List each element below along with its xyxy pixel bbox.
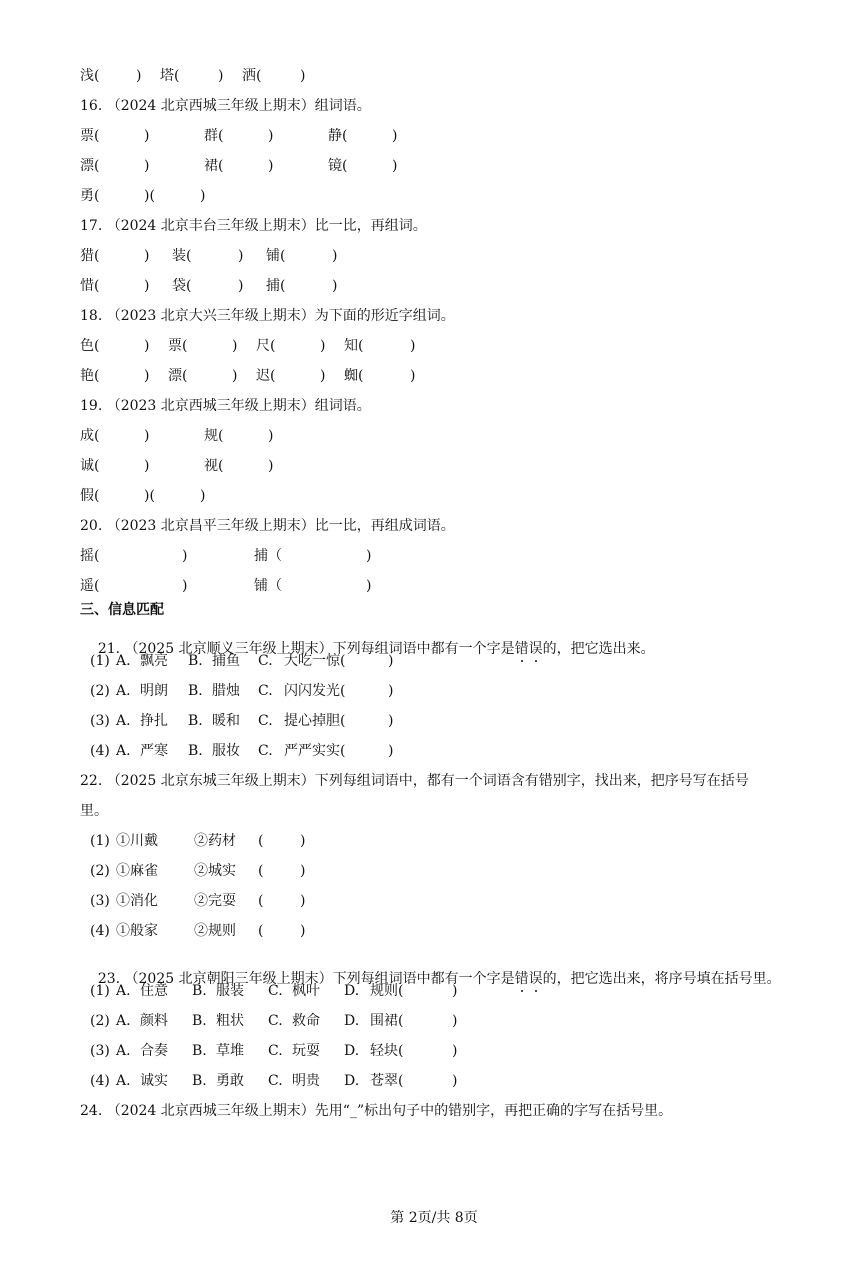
question-17: 17. （2024 北京丰台三年级上期末）比一比，再组词。 — [80, 218, 427, 234]
question-18: 18. （2023 北京大兴三年级上期末）为下面的形近字组词。 — [80, 308, 455, 324]
section-heading: 三、信息匹配 — [80, 602, 164, 618]
option-row: (4) A. 诚实 B. 勇敢 C. 明贵 D. 苍翠( ) — [90, 1073, 458, 1089]
question-16: 16. （2024 北京西城三年级上期末）组词语。 — [80, 98, 371, 114]
word-row: 成( ) 规( ) — [80, 428, 274, 444]
option-row: (2) ①麻雀 ②城实 ( ) — [90, 863, 306, 879]
emphasis-dot-char: 误 — [528, 971, 543, 987]
emphasis-dot-char: 错 — [514, 971, 529, 987]
question-20: 20. （2023 北京昌平三年级上期末）比一比，再组成词语。 — [80, 518, 455, 534]
word-row: 遥( ) 铺（ ) — [80, 578, 372, 594]
question-21: 21. （2025 北京顺义三年级上期末）下列每组词语中都有一个字是错误的，把它选出来。 — [97, 641, 655, 657]
word-row: 漂( ) 裙( ) 镜( ) — [80, 158, 398, 174]
word-row: 惜( ) 袋( ) 捕( ) — [80, 278, 338, 294]
word-row: 艳( ) 漂( ) 迟( ) 蜘( ) — [80, 368, 416, 384]
option-row: (2) A. 明朗 B. 腊烛 C. 闪闪发光( ) — [90, 683, 394, 699]
option-row: (3) A. 合奏 B. 草堆 C. 玩耍 D. 轻块( ) — [90, 1043, 458, 1059]
word-row: 假( )( ) — [80, 488, 206, 504]
option-row: (3) ①消化 ②完耍 ( ) — [90, 893, 306, 909]
question-22-continued: 里。 — [80, 803, 108, 819]
word-row: 票( ) 群( ) 静( ) — [80, 128, 398, 144]
option-row: (3) A. 挣扎 B. 暖和 C. 提心掉胆( ) — [90, 713, 394, 729]
emphasis-dot-char: 误 — [528, 641, 543, 657]
question-23: 23. （2025 北京朝阳三年级上期末）下列每组词语中都有一个字是错误的，把它选出来，将序号填在括号里。 — [97, 971, 781, 987]
page-footer: 第 2页/共 8页 — [390, 1210, 478, 1226]
option-row: (1) A. 住意 B. 服装 C. 枫叶 D. 规则( ) — [90, 983, 458, 999]
word-row: 摇( ) 捕（ ) — [80, 548, 372, 564]
option-row: (4) ①般家 ②规则 ( ) — [90, 923, 306, 939]
emphasis-dot-char: 错 — [514, 641, 529, 657]
word-row: 诚( ) 视( ) — [80, 458, 274, 474]
option-row: (2) A. 颜料 B. 粗状 C. 救命 D. 围裙( ) — [90, 1013, 458, 1029]
question-22: 22. （2025 北京东城三年级上期末）下列每组词语中，都有一个词语含有错别字，找出来，把序号写在括号 — [80, 773, 749, 789]
word-row: 浅( ) 塔( ) 洒( ) — [80, 68, 306, 84]
option-row: (1) ①川戴 ②药材 ( ) — [90, 833, 306, 849]
word-row: 猎( ) 装( ) 铺( ) — [80, 248, 338, 264]
option-row: (1) A. 飘亮 B. 捕鱼 C. 大吃一惊( ) — [90, 653, 394, 669]
word-row: 勇( )( ) — [80, 188, 206, 204]
word-row: 色( ) 票( ) 尺( ) 知( ) — [80, 338, 416, 354]
question-19: 19. （2023 北京西城三年级上期末）组词语。 — [80, 398, 371, 414]
option-row: (4) A. 严寒 B. 服妆 C. 严严实实( ) — [90, 743, 394, 759]
question-24: 24. （2024 北京西城三年级上期末）先用“_”标出句子中的错别字，再把正确的字写在括号里。 — [80, 1103, 673, 1119]
